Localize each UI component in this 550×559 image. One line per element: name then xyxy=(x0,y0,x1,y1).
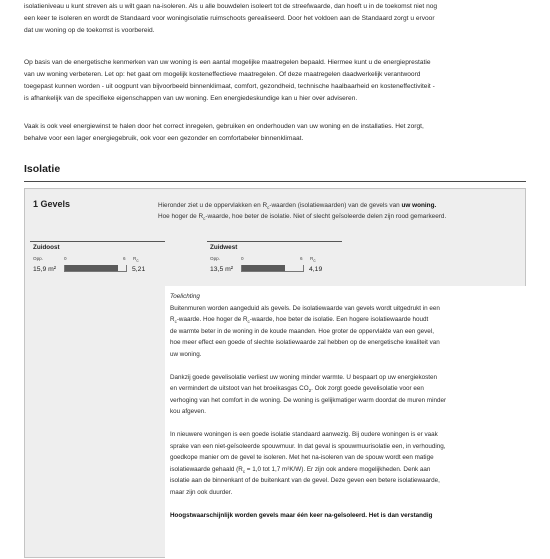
gauge-zuidoost xyxy=(30,241,165,278)
gauge-scale-max: 6 xyxy=(300,256,303,261)
expl-text: In nieuwere woningen is een goede isolatie standaard aanwezig. Bij oudere woningen is er vaak xyxy=(170,431,438,438)
gauge-scale-max: 6 xyxy=(123,256,126,261)
intro-line: toegepast kunnen worden - uit oogpunt van bijvoorbeeld binnenklimaat, comfort, gezondheid, technische haalbaarheid en kosteneffectiviteit - xyxy=(24,83,435,90)
expl-subscript: c xyxy=(174,319,177,324)
expl-subscript: 2 xyxy=(308,388,312,393)
expl-text: isolatiewaarde gehaald (R xyxy=(170,465,243,473)
gauge-r-label xyxy=(310,256,316,261)
section-title: Isolatie xyxy=(24,163,61,175)
expl-text: verhoging van het comfort in de woning. De woning is gelijkmatiger warm doordat de muren minder xyxy=(170,396,447,404)
gauge-rc-value: 4,19 xyxy=(309,266,323,273)
gauge-fill-bar xyxy=(242,265,285,271)
intro-line: dat uw woning op de toekomst is voorbereid. xyxy=(24,27,155,34)
desc-subscript: c xyxy=(267,205,270,210)
expl-subscript: c xyxy=(247,319,250,324)
explanation-paragraph-4 xyxy=(170,510,520,522)
gauge-name: Zuidwest xyxy=(210,244,238,251)
desc-text: Hieronder ziet u de oppervlakken en R xyxy=(158,202,268,209)
desc-text: -waarden (isolatiewaarden) van de gevels van xyxy=(269,202,402,209)
gauge-scale-min: 0 xyxy=(241,256,244,261)
expl-text: hoe meer effect een goede of slechte isolatiewaarde zal hebben op de energetische kwaliteit van xyxy=(170,339,440,346)
gauge-area-value: 13,5 m² xyxy=(210,266,234,273)
desc-subscript: c xyxy=(203,216,206,221)
gauge-zuidwest xyxy=(207,241,342,278)
expl-text: sprake van een niet-geïsoleerde spouwmuur. In dat geval is spouwmuurisolatie een, in verhouding, xyxy=(170,442,446,450)
intro-paragraph-2 xyxy=(24,57,534,105)
expl-text: . Ook zorgt goede gevelisolatie voor een xyxy=(311,385,424,392)
explanation-label: Toelichting xyxy=(170,293,200,300)
desc-bold: uw woning. xyxy=(401,202,437,209)
gauge-area-label: Opp. xyxy=(210,256,220,261)
expl-text: en vermindert de uitstoot van het broeikasgas CO xyxy=(170,385,309,392)
gauge-rc-value: 5,21 xyxy=(132,266,146,273)
panel-desc-line xyxy=(158,200,523,211)
desc-text: -waarde, hoe beter de isolatie. Niet of slecht geïsoleerde delen zijn rood gemarkeerd. xyxy=(205,213,447,220)
r-label-subscript: c xyxy=(136,258,139,263)
expl-text: -waarde. Hoe hoger de R xyxy=(176,316,248,323)
intro-line: behalve voor een lager energiegebruik, ook voor een gezonder en comfortabeler binnenklimaat. xyxy=(24,135,304,142)
intro-paragraph-1 xyxy=(24,1,534,37)
explanation-paragraph-2 xyxy=(170,372,520,418)
panel-title: 1 Gevels xyxy=(33,199,71,209)
expl-subscript: c xyxy=(242,468,246,474)
expl-text: isolatie aan de binnenkant of de buitenkant van de gevel. Deze geven een betere isolatiewaarde, xyxy=(170,477,440,484)
explanation-paragraph-1 xyxy=(170,303,520,361)
section-divider xyxy=(24,181,526,182)
r-label-text: R xyxy=(310,256,314,261)
expl-text: maar zijn ook duurder. xyxy=(170,488,233,496)
expl-text: Dankzij goede gevelisolatie verliest uw woning minder warmte. U bespaart op uw energiekosten xyxy=(170,373,438,381)
expl-text: = 1,0 tot 1,7 m²K/W). Er zijn ook andere mogelijkheden. Denk aan xyxy=(245,465,431,473)
expl-text: Buitenmuren worden aangeduid als gevels. De isolatiewaarde van gevels wordt uitgedrukt in een xyxy=(170,304,440,312)
panel-description xyxy=(158,200,523,222)
intro-line: Vaak is ook veel energiewinst te halen door het correct inregelen, gebruiken en onderhouden van uw woning en de installaties. Het zorgt, xyxy=(24,123,424,130)
desc-text: Hoe hoger de R xyxy=(158,213,204,220)
explanation-box xyxy=(165,286,527,559)
gauge-track xyxy=(241,265,304,272)
expl-text: R xyxy=(170,316,175,323)
intro-line: is afhankelijk van de specifieke eigenschappen van uw woning. Een energiedeskundige kan u hier over adviseren. xyxy=(24,95,358,102)
expl-text: Hoogstwaarschijnlijk worden gevels maar één keer na-geïsoleerd. Het is dan verstandig xyxy=(170,511,433,519)
gauge-fill-bar xyxy=(65,265,118,271)
explanation-text xyxy=(170,291,520,533)
gevels-panel xyxy=(24,188,526,558)
r-label-subscript: c xyxy=(313,258,316,263)
explanation-paragraph-3 xyxy=(170,429,520,498)
intro-line: isolatieniveau u kunt streven als u wilt gaan na-isoleren. Als u alle bouwdelen isoleert tot de streefwaarde, dan hoeft u in de toekomst niet nog xyxy=(24,3,438,10)
expl-text: -waarde, hoe beter de isolatie. Een hogere isolatiewaarde houdt xyxy=(249,316,429,323)
gauge-name: Zuidoost xyxy=(33,244,60,251)
panel-desc-line xyxy=(158,211,523,222)
expl-text: kou afgeven. xyxy=(170,408,207,415)
gauge-r-label xyxy=(133,256,139,261)
gauge-scale-min: 0 xyxy=(64,256,67,261)
gauge-area-value: 15,9 m² xyxy=(33,266,57,273)
intro-paragraph-3 xyxy=(24,121,534,145)
gauge-track xyxy=(64,265,127,272)
expl-text: de warmte beter in de woning in de koude maanden. Hoe groter de oppervlakte van een gevel, xyxy=(170,327,434,335)
expl-text: goedkope manier om de gevel te isoleren. Met het na-isoleren van de spouw wordt een matige xyxy=(170,454,434,461)
intro-line: Op basis van de energetische kenmerken van uw woning is een aantal mogelijke maatregelen bepaald. Hiermee kunt u de energieprestatie xyxy=(24,59,431,66)
intro-line: van uw woning verbeteren. Let op: het gaat om mogelijk kosteneffectieve maatregelen. Of deze maatregelen daadwerkelijk verantwoord xyxy=(24,71,421,78)
gauge-area-label: Opp. xyxy=(33,256,43,261)
intro-line: een keer te isoleren en wordt de Standaard voor woningisolatie ruimschoots gerealiseerd. Door het voldoen aan de Standaard zorgt u ervoor xyxy=(24,15,435,22)
r-label-text: R xyxy=(133,256,137,261)
expl-text: uw woning. xyxy=(170,350,202,358)
